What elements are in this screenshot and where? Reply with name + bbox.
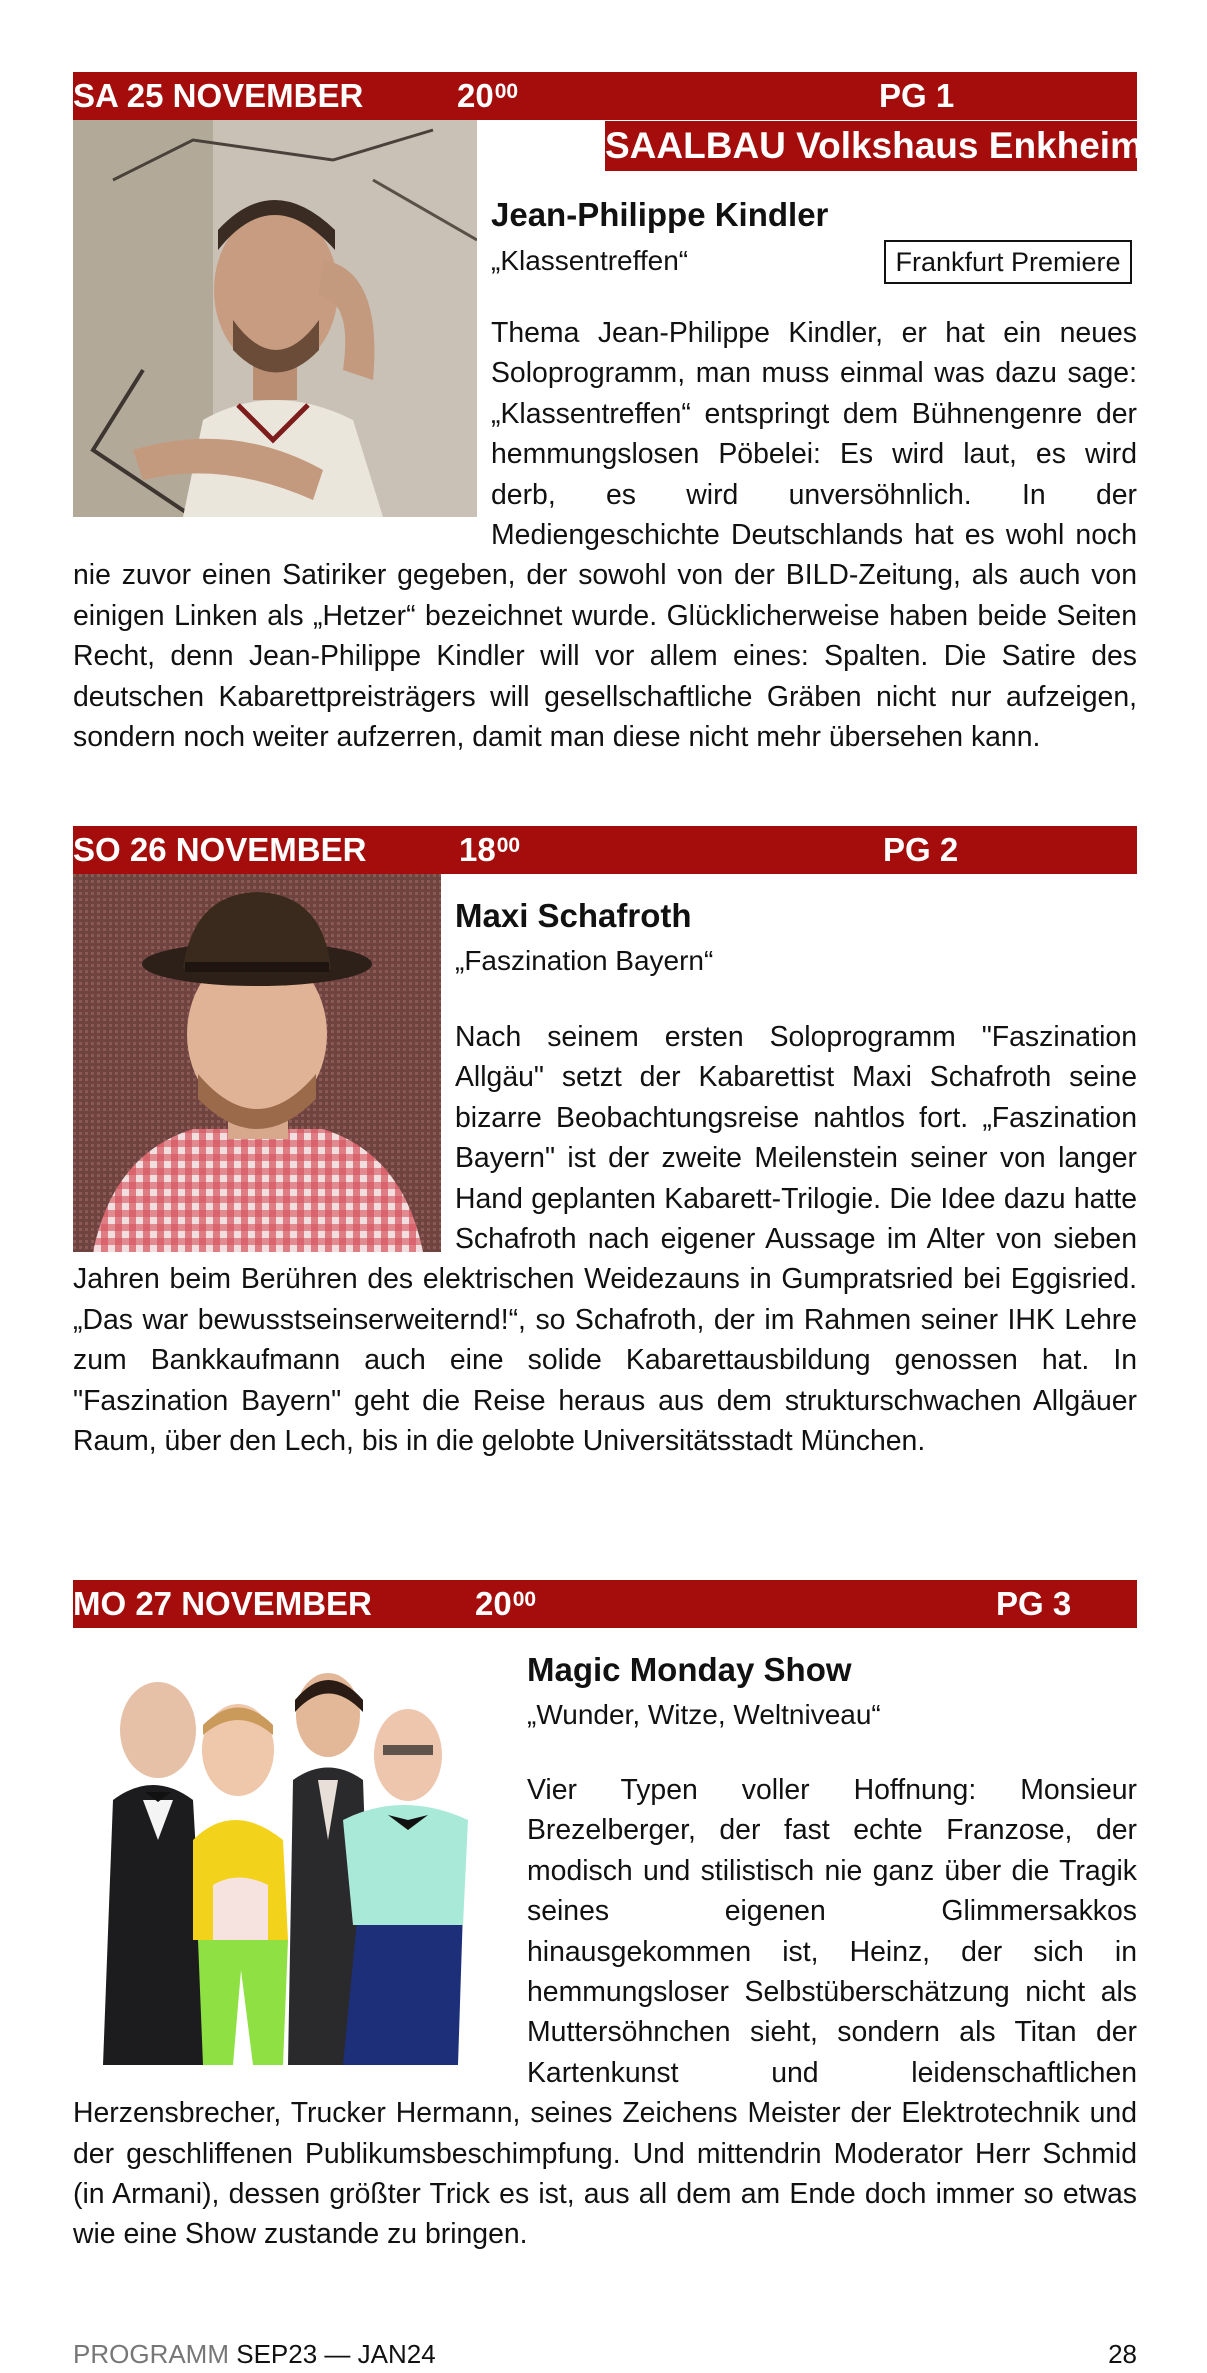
event-pg: PG 2 <box>883 831 959 868</box>
event-time: $20^{00}$ <box>475 1585 537 1622</box>
program-title: „Faszination Bayern“ <box>455 945 714 976</box>
event-time: $18^{00}$ <box>459 831 521 868</box>
event-description: Nach seinem ersten Soloprogramm "Faszination Allgäu" setzt der Kabarettist Maxi Schafroth seine bizarre Beobachtungsreise nahtlos fort. „Faszination Bayern" ist der zweite Meilenstein seiner von langer Hand geplanten Kabarett-Trilogie. Die Idee dazu hatte Schafroth nach eigener Aussage im Alter von sieben Jahren beim Berühren des elektrischen Weidezauns in Gumpratsried bei Eggisried. „Das war bewusstseinserweiternd!“, so Schafroth, der im Rahmen seiner IHK Lehre zum Bankkaufmann auch eine solide Kabarettausbildung genossen hat. In "Faszination Bayern" geht die Reise heraus aus dem strukturschwachen Allgäuer Raum, über den Lech, bis in die gelobte Universitätsstadt München. <box>73 1021 1137 1458</box>
page-number: 28 <box>1108 2339 1137 2369</box>
artist-name: Magic Monday Show <box>527 1651 852 1688</box>
event-description: Thema Jean-Philippe Kindler, er hat ein neues Soloprogramm, man muss einmal was dazu sage: „Klassentreffen“ entspringt dem Bühnengenre der hemmungslosen Pöbelei: Es wird laut, es wird derb, es wird unversöhnlich. In der Mediengeschichte Deutschlands hat es wohl noch nie zuvor einen Satiriker gegeben, der sowohl von der BILD-Zeitung, als auch von einigen Linken als „Hetzer“ bezeichnet wurde. Glücklicherweise haben beide Seiten Recht, denn Jean-Philippe Kindler will vor allem eines: Spalten. Die Satire des deutschen Kabarettpreisträgers will gesellschaftliche Gräben nicht nur aufzeigen, sondern noch weiter aufzerren, damit man diese nicht mehr übersehen kann. <box>73 317 1137 754</box>
event-date: SO 26 NOVEMBER <box>73 831 367 868</box>
artist-name: Maxi Schafroth <box>455 897 692 934</box>
event-header-band <box>73 1580 1137 1628</box>
event-date: MO 27 NOVEMBER <box>73 1585 372 1622</box>
event-header-band <box>73 72 1137 120</box>
event-header-band <box>73 826 1137 874</box>
event-pg: PG 1 <box>879 77 955 114</box>
venue-banner: SAALBAU Volkshaus Enkheim <box>605 121 1137 171</box>
program-title: „Wunder, Witze, Weltniveau“ <box>527 1699 881 1730</box>
page-footer <box>73 2338 436 2370</box>
premiere-badge: Frankfurt Premiere <box>884 240 1132 284</box>
event-time: $20^{00}$ <box>457 77 519 114</box>
event-description: Vier Typen voller Hoffnung: Monsieur Brezelberger, der fast echte Franzose, der modisch und stilistisch nie ganz über die Tragik seines eigenen Glimmersakkos hinausgekommen ist, Heinz, der sich in hemmungsloser Selbstüberschätzung nicht als Muttersöhnchen sieht, sondern als Titan der Kartenkunst und leidenschaftlichen Herzensbrecher, Trucker Hermann, seines Zeichens Meister der Elektrotechnik und der geschliffenen Publikumsbeschimpfung. Und mittendrin Moderator Herr Schmid (in Armani), dessen größter Trick es ist, aus all dem am Ende doch immer so etwas wie eine Show zustande zu bringen. <box>73 1774 1137 2251</box>
footer-program-label: PROGRAMM <box>73 2339 229 2369</box>
footer-period: SEP23 — JAN24 <box>236 2339 436 2369</box>
artist-name: Jean-Philippe Kindler <box>491 196 829 233</box>
event-pg: PG 3 <box>996 1585 1072 1622</box>
program-title: „Klassentreffen“ <box>491 245 689 276</box>
event-date: SA 25 NOVEMBER <box>73 77 364 114</box>
